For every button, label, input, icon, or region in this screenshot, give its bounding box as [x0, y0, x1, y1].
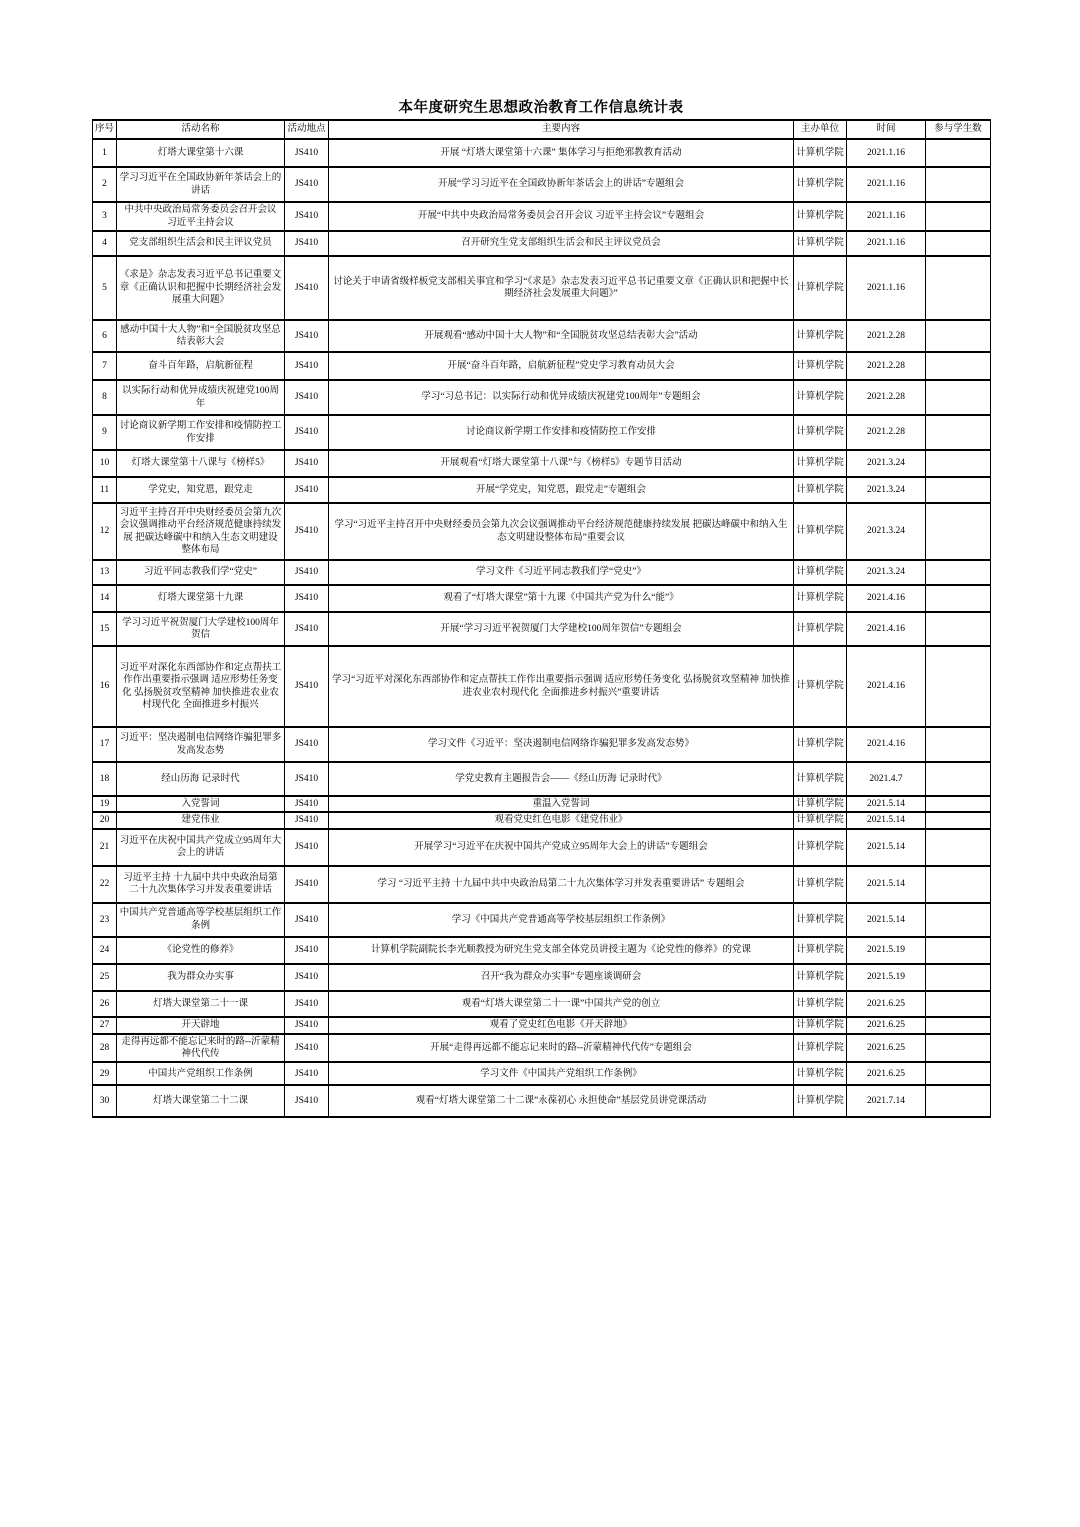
- cell-no: 18: [93, 762, 117, 796]
- table-row: [93, 937, 991, 964]
- table-body: [93, 139, 991, 1117]
- table-row: [93, 1062, 991, 1085]
- cell-content: 开展“走得再远都不能忘记来时的路--沂蒙精神代代传”专题组会: [329, 1034, 794, 1063]
- table-row: [93, 762, 991, 796]
- cell-location: JS410: [285, 477, 329, 503]
- cell-activity-name: 经山历海 记录时代: [117, 762, 285, 796]
- cell-no: 22: [93, 866, 117, 903]
- cell-content: 学习“习近平对深化东西部协作和定点帮扶工作作出重要指示强调 适应形势任务变化 弘扬脱贫攻坚精神 加快推进农业农村现代化 全面推进乡村振兴”重要讲话: [329, 646, 794, 727]
- cell-participants: [926, 1034, 991, 1063]
- cell-activity-name: 感动中国十大人物”和“全国脱贫攻坚总结表彰大会: [117, 320, 285, 352]
- cell-no: 13: [93, 560, 117, 585]
- cell-content: 开展“奋斗百年路，启航新征程”党史学习教育动员大会: [329, 352, 794, 380]
- cell-content: 开展观看“灯塔大课堂第十八课”与《榜样5》专题节目活动: [329, 450, 794, 477]
- cell-organizer: 计算机学院: [794, 450, 847, 477]
- cell-date: 2021.4.16: [847, 585, 926, 612]
- table-row: [93, 167, 991, 202]
- cell-organizer: 计算机学院: [794, 903, 847, 937]
- cell-activity-name: 讨论商议新学期工作安排和疫情防控工作安排: [117, 415, 285, 450]
- cell-no: 29: [93, 1062, 117, 1085]
- cell-date: 2021.4.16: [847, 612, 926, 646]
- cell-organizer: 计算机学院: [794, 380, 847, 415]
- cell-date: 2021.3.24: [847, 477, 926, 503]
- cell-activity-name: 习近平：坚决遏制电信网络诈骗犯罪多发高发态势: [117, 727, 285, 762]
- cell-date: 2021.7.14: [847, 1085, 926, 1117]
- header-no: 序号: [93, 120, 117, 139]
- cell-no: 26: [93, 991, 117, 1017]
- cell-content: 观看“灯塔大课堂第二十一课”中国共产党的创立: [329, 991, 794, 1017]
- cell-participants: [926, 231, 991, 256]
- cell-organizer: 计算机学院: [794, 503, 847, 560]
- table-row: [93, 866, 991, 903]
- cell-participants: [926, 964, 991, 991]
- cell-date: 2021.1.16: [847, 167, 926, 202]
- table-row: [93, 256, 991, 320]
- cell-activity-name: 学习习近平在全国政协新年茶话会上的讲话: [117, 167, 285, 202]
- cell-no: 19: [93, 796, 117, 812]
- cell-location: JS410: [285, 352, 329, 380]
- cell-date: 2021.2.28: [847, 380, 926, 415]
- table-row: [93, 380, 991, 415]
- cell-content: 观看了党史红色电影《开天辟地》: [329, 1017, 794, 1034]
- cell-activity-name: 奋斗百年路，启航新征程: [117, 352, 285, 380]
- cell-no: 16: [93, 646, 117, 727]
- cell-participants: [926, 812, 991, 828]
- cell-date: 2021.2.28: [847, 415, 926, 450]
- cell-no: 4: [93, 231, 117, 256]
- cell-organizer: 计算机学院: [794, 139, 847, 167]
- cell-content: 学习文件《习近平同志教我们学“党史”》: [329, 560, 794, 585]
- cell-content: 召开研究生党支部组织生活会和民主评议党员会: [329, 231, 794, 256]
- cell-organizer: 计算机学院: [794, 256, 847, 320]
- cell-no: 12: [93, 503, 117, 560]
- cell-no: 30: [93, 1085, 117, 1117]
- cell-location: JS410: [285, 1062, 329, 1085]
- cell-date: 2021.2.28: [847, 320, 926, 352]
- cell-content: 学习“习总书记：以实际行动和优异成绩庆祝建党100周年”专题组会: [329, 380, 794, 415]
- header-participants: 参与学生数: [926, 120, 991, 139]
- cell-no: 8: [93, 380, 117, 415]
- cell-participants: [926, 829, 991, 866]
- cell-activity-name: 以实际行动和优异成绩庆祝建党100周年: [117, 380, 285, 415]
- cell-no: 11: [93, 477, 117, 503]
- cell-location: JS410: [285, 320, 329, 352]
- cell-no: 10: [93, 450, 117, 477]
- cell-date: 2021.5.14: [847, 829, 926, 866]
- cell-activity-name: 灯塔大课堂第二十二课: [117, 1085, 285, 1117]
- cell-location: JS410: [285, 1017, 329, 1034]
- cell-organizer: 计算机学院: [794, 415, 847, 450]
- cell-participants: [926, 991, 991, 1017]
- cell-date: 2021.2.28: [847, 352, 926, 380]
- cell-no: 5: [93, 256, 117, 320]
- cell-organizer: 计算机学院: [794, 727, 847, 762]
- cell-content: 讨论商议新学期工作安排和疫情防控工作安排: [329, 415, 794, 450]
- cell-organizer: 计算机学院: [794, 585, 847, 612]
- cell-date: 2021.4.16: [847, 646, 926, 727]
- cell-participants: [926, 167, 991, 202]
- header-content: 主要内容: [329, 120, 794, 139]
- cell-no: 7: [93, 352, 117, 380]
- cell-content: 开展 “灯塔大课堂第十六课” 集体学习与拒绝邪教教育活动: [329, 139, 794, 167]
- cell-activity-name: 中国共产党普通高等学校基层组织工作条例: [117, 903, 285, 937]
- cell-location: JS410: [285, 167, 329, 202]
- cell-content: 计算机学院副院长李光顺教授为研究生党支部全体党员讲授主题为《论党性的修养》的党课: [329, 937, 794, 964]
- statistics-table: [92, 119, 991, 1118]
- cell-content: 开展学习“习近平在庆祝中国共产党成立95周年大会上的讲话”专题组会: [329, 829, 794, 866]
- table-row: [93, 1017, 991, 1034]
- cell-location: JS410: [285, 585, 329, 612]
- cell-no: 15: [93, 612, 117, 646]
- cell-content: 召开“我为群众办实事”专题座谈调研会: [329, 964, 794, 991]
- cell-date: 2021.6.25: [847, 991, 926, 1017]
- table-row: [93, 1034, 991, 1063]
- cell-location: JS410: [285, 903, 329, 937]
- cell-content: 观看党史红色电影《建党伟业》: [329, 812, 794, 828]
- cell-participants: [926, 380, 991, 415]
- cell-participants: [926, 1017, 991, 1034]
- cell-organizer: 计算机学院: [794, 167, 847, 202]
- cell-participants: [926, 903, 991, 937]
- cell-participants: [926, 937, 991, 964]
- cell-date: 2021.5.14: [847, 812, 926, 828]
- cell-location: JS410: [285, 415, 329, 450]
- cell-content: 观看了“灯塔大课堂”第十九课《中国共产党为什么“能”》: [329, 585, 794, 612]
- table-row: [93, 202, 991, 231]
- cell-location: JS410: [285, 612, 329, 646]
- cell-content: 开展“中共中央政治局常务委员会召开会议 习近平主持会议”专题组会: [329, 202, 794, 231]
- table-row: [93, 1085, 991, 1117]
- cell-participants: [926, 202, 991, 231]
- cell-location: JS410: [285, 796, 329, 812]
- cell-date: 2021.5.14: [847, 796, 926, 812]
- cell-participants: [926, 796, 991, 812]
- cell-participants: [926, 450, 991, 477]
- cell-activity-name: 习近平在庆祝中国共产党成立95周年大会上的讲话: [117, 829, 285, 866]
- table-row: [93, 964, 991, 991]
- cell-location: JS410: [285, 380, 329, 415]
- cell-date: 2021.1.16: [847, 202, 926, 231]
- cell-date: 2021.3.24: [847, 503, 926, 560]
- cell-organizer: 计算机学院: [794, 352, 847, 380]
- cell-location: JS410: [285, 991, 329, 1017]
- table-header-row: [93, 120, 991, 139]
- cell-activity-name: 学党史，知党恩，跟党走: [117, 477, 285, 503]
- cell-date: 2021.5.14: [847, 903, 926, 937]
- cell-participants: [926, 415, 991, 450]
- cell-content: 讨论关于申请省级样板党支部相关事宜和学习“《求是》杂志发表习近平总书记重要文章《正确认识和把握中长期经济社会发展重大问题》”: [329, 256, 794, 320]
- cell-location: JS410: [285, 1034, 329, 1063]
- cell-participants: [926, 1085, 991, 1117]
- cell-location: JS410: [285, 202, 329, 231]
- cell-activity-name: 习近平对深化东西部协作和定点帮扶工作作出重要指示强调 适应形势任务变化 弘扬脱贫攻坚精神 加快推进农业农村现代化 全面推进乡村振兴: [117, 646, 285, 727]
- cell-organizer: 计算机学院: [794, 812, 847, 828]
- table-row: [93, 503, 991, 560]
- header-location: 活动地点: [285, 120, 329, 139]
- cell-content: 开展观看“感动中国十大人物”和“全国脱贫攻坚总结表彰大会”活动: [329, 320, 794, 352]
- cell-activity-name: 习近平同志教我们学“党史”: [117, 560, 285, 585]
- cell-organizer: 计算机学院: [794, 866, 847, 903]
- cell-participants: [926, 866, 991, 903]
- table-row: [93, 231, 991, 256]
- page-title: 本年度研究生思想政治教育工作信息统计表: [398, 100, 684, 116]
- cell-organizer: 计算机学院: [794, 320, 847, 352]
- cell-activity-name: 习近平主持 十九届中共中央政治局第二十九次集体学习并发表重要讲话: [117, 866, 285, 903]
- cell-no: 27: [93, 1017, 117, 1034]
- table-row: [93, 829, 991, 866]
- cell-no: 24: [93, 937, 117, 964]
- cell-no: 6: [93, 320, 117, 352]
- cell-date: 2021.4.16: [847, 727, 926, 762]
- cell-date: 2021.3.24: [847, 560, 926, 585]
- cell-content: 学习 “习近平主持 十九届中共中央政治局第二十九次集体学习并发表重要讲话” 专题组会: [329, 866, 794, 903]
- cell-location: JS410: [285, 646, 329, 727]
- cell-location: JS410: [285, 866, 329, 903]
- cell-date: 2021.6.25: [847, 1034, 926, 1063]
- cell-participants: [926, 560, 991, 585]
- cell-participants: [926, 256, 991, 320]
- table-row: [93, 812, 991, 828]
- cell-activity-name: 中共中央政治局常务委员会召开会议 习近平主持会议: [117, 202, 285, 231]
- cell-activity-name: 《求是》杂志发表习近平总书记重要文章《正确认识和把握中长期经济社会发展重大问题》: [117, 256, 285, 320]
- table-row: [93, 352, 991, 380]
- cell-no: 20: [93, 812, 117, 828]
- table-row: [93, 139, 991, 167]
- cell-location: JS410: [285, 560, 329, 585]
- table-row: [93, 727, 991, 762]
- table-row: [93, 585, 991, 612]
- cell-location: JS410: [285, 450, 329, 477]
- cell-organizer: 计算机学院: [794, 829, 847, 866]
- cell-no: 1: [93, 139, 117, 167]
- cell-content: 观看“灯塔大课堂第二十二课”永葆初心 永担使命”基层党员讲党课活动: [329, 1085, 794, 1117]
- cell-date: 2021.3.24: [847, 450, 926, 477]
- cell-participants: [926, 762, 991, 796]
- cell-activity-name: 我为群众办实事: [117, 964, 285, 991]
- cell-participants: [926, 585, 991, 612]
- cell-activity-name: 党支部组织生活会和民主评议党员: [117, 231, 285, 256]
- cell-no: 2: [93, 167, 117, 202]
- cell-content: 重温入党誓词: [329, 796, 794, 812]
- cell-no: 23: [93, 903, 117, 937]
- cell-no: 14: [93, 585, 117, 612]
- cell-participants: [926, 503, 991, 560]
- cell-participants: [926, 139, 991, 167]
- cell-location: JS410: [285, 727, 329, 762]
- cell-content: 学习文件《中国共产党组织工作条例》: [329, 1062, 794, 1085]
- cell-content: 学习《中国共产党普通高等学校基层组织工作条例》: [329, 903, 794, 937]
- cell-date: 2021.1.16: [847, 139, 926, 167]
- cell-date: 2021.5.19: [847, 964, 926, 991]
- cell-content: 学习文件《习近平：坚决遏制电信网络诈骗犯罪多发高发态势》: [329, 727, 794, 762]
- cell-organizer: 计算机学院: [794, 1062, 847, 1085]
- cell-participants: [926, 477, 991, 503]
- cell-no: 25: [93, 964, 117, 991]
- cell-activity-name: 灯塔大课堂第十八课与《榜样5》: [117, 450, 285, 477]
- cell-activity-name: 习近平主持召开中央财经委员会第九次会议强调推动平台经济规范健康持续发展 把碳达峰碳中和纳入生态文明建设整体布局: [117, 503, 285, 560]
- cell-no: 28: [93, 1034, 117, 1063]
- cell-organizer: 计算机学院: [794, 796, 847, 812]
- cell-location: JS410: [285, 503, 329, 560]
- cell-activity-name: 建党伟业: [117, 812, 285, 828]
- cell-activity-name: 中国共产党组织工作条例: [117, 1062, 285, 1085]
- table-row: [93, 450, 991, 477]
- table-row: [93, 560, 991, 585]
- cell-organizer: 计算机学院: [794, 937, 847, 964]
- cell-location: JS410: [285, 812, 329, 828]
- table-row: [93, 991, 991, 1017]
- cell-date: 2021.6.25: [847, 1062, 926, 1085]
- table-row: [93, 477, 991, 503]
- cell-organizer: 计算机学院: [794, 1034, 847, 1063]
- cell-participants: [926, 352, 991, 380]
- cell-location: JS410: [285, 1085, 329, 1117]
- cell-activity-name: 入党誓词: [117, 796, 285, 812]
- cell-participants: [926, 320, 991, 352]
- cell-no: 17: [93, 727, 117, 762]
- cell-location: JS410: [285, 762, 329, 796]
- cell-no: 21: [93, 829, 117, 866]
- cell-activity-name: 《论党性的修养》: [117, 937, 285, 964]
- table-row: [93, 320, 991, 352]
- cell-date: 2021.4.7: [847, 762, 926, 796]
- cell-organizer: 计算机学院: [794, 1085, 847, 1117]
- cell-organizer: 计算机学院: [794, 991, 847, 1017]
- cell-activity-name: 灯塔大课堂第十九课: [117, 585, 285, 612]
- cell-organizer: 计算机学院: [794, 560, 847, 585]
- table-row: [93, 796, 991, 812]
- cell-organizer: 计算机学院: [794, 964, 847, 991]
- cell-organizer: 计算机学院: [794, 477, 847, 503]
- header-organizer: 主办单位: [794, 120, 847, 139]
- cell-participants: [926, 646, 991, 727]
- cell-organizer: 计算机学院: [794, 762, 847, 796]
- table-row: [93, 612, 991, 646]
- cell-no: 9: [93, 415, 117, 450]
- cell-participants: [926, 727, 991, 762]
- cell-activity-name: 学习习近平祝贺厦门大学建校100周年贺信: [117, 612, 285, 646]
- cell-location: JS410: [285, 937, 329, 964]
- cell-location: JS410: [285, 231, 329, 256]
- cell-organizer: 计算机学院: [794, 612, 847, 646]
- table-row: [93, 646, 991, 727]
- cell-participants: [926, 612, 991, 646]
- cell-activity-name: 灯塔大课堂第十六课: [117, 139, 285, 167]
- cell-organizer: 计算机学院: [794, 1017, 847, 1034]
- cell-date: 2021.1.16: [847, 231, 926, 256]
- cell-organizer: 计算机学院: [794, 646, 847, 727]
- cell-location: JS410: [285, 964, 329, 991]
- table-row: [93, 415, 991, 450]
- cell-activity-name: 走得再远都不能忘记来时的路--沂蒙精神代代传: [117, 1034, 285, 1063]
- header-date: 时间: [847, 120, 926, 139]
- header-activity-name: 活动名称: [117, 120, 285, 139]
- cell-no: 3: [93, 202, 117, 231]
- cell-organizer: 计算机学院: [794, 231, 847, 256]
- cell-content: 开展“学习习近平祝贺厦门大学建校100周年贺信”专题组会: [329, 612, 794, 646]
- cell-activity-name: 灯塔大课堂第二十一课: [117, 991, 285, 1017]
- cell-location: JS410: [285, 829, 329, 866]
- cell-content: 开展“学党史，知党恩，跟党走”专题组会: [329, 477, 794, 503]
- cell-date: 2021.1.16: [847, 256, 926, 320]
- cell-content: 开展“学习习近平在全国政协新年茶话会上的讲话”专题组会: [329, 167, 794, 202]
- cell-location: JS410: [285, 139, 329, 167]
- cell-activity-name: 开天辟地: [117, 1017, 285, 1034]
- cell-date: 2021.5.19: [847, 937, 926, 964]
- cell-organizer: 计算机学院: [794, 202, 847, 231]
- cell-date: 2021.5.14: [847, 866, 926, 903]
- table-row: [93, 903, 991, 937]
- cell-participants: [926, 1062, 991, 1085]
- cell-date: 2021.6.25: [847, 1017, 926, 1034]
- cell-content: 学习“习近平主持召开中央财经委员会第九次会议强调推动平台经济规范健康持续发展 把碳达峰碳中和纳入生态文明建设整体布局”重要会议: [329, 503, 794, 560]
- cell-content: 学党史教育主题报告会——《经山历海 记录时代》: [329, 762, 794, 796]
- cell-location: JS410: [285, 256, 329, 320]
